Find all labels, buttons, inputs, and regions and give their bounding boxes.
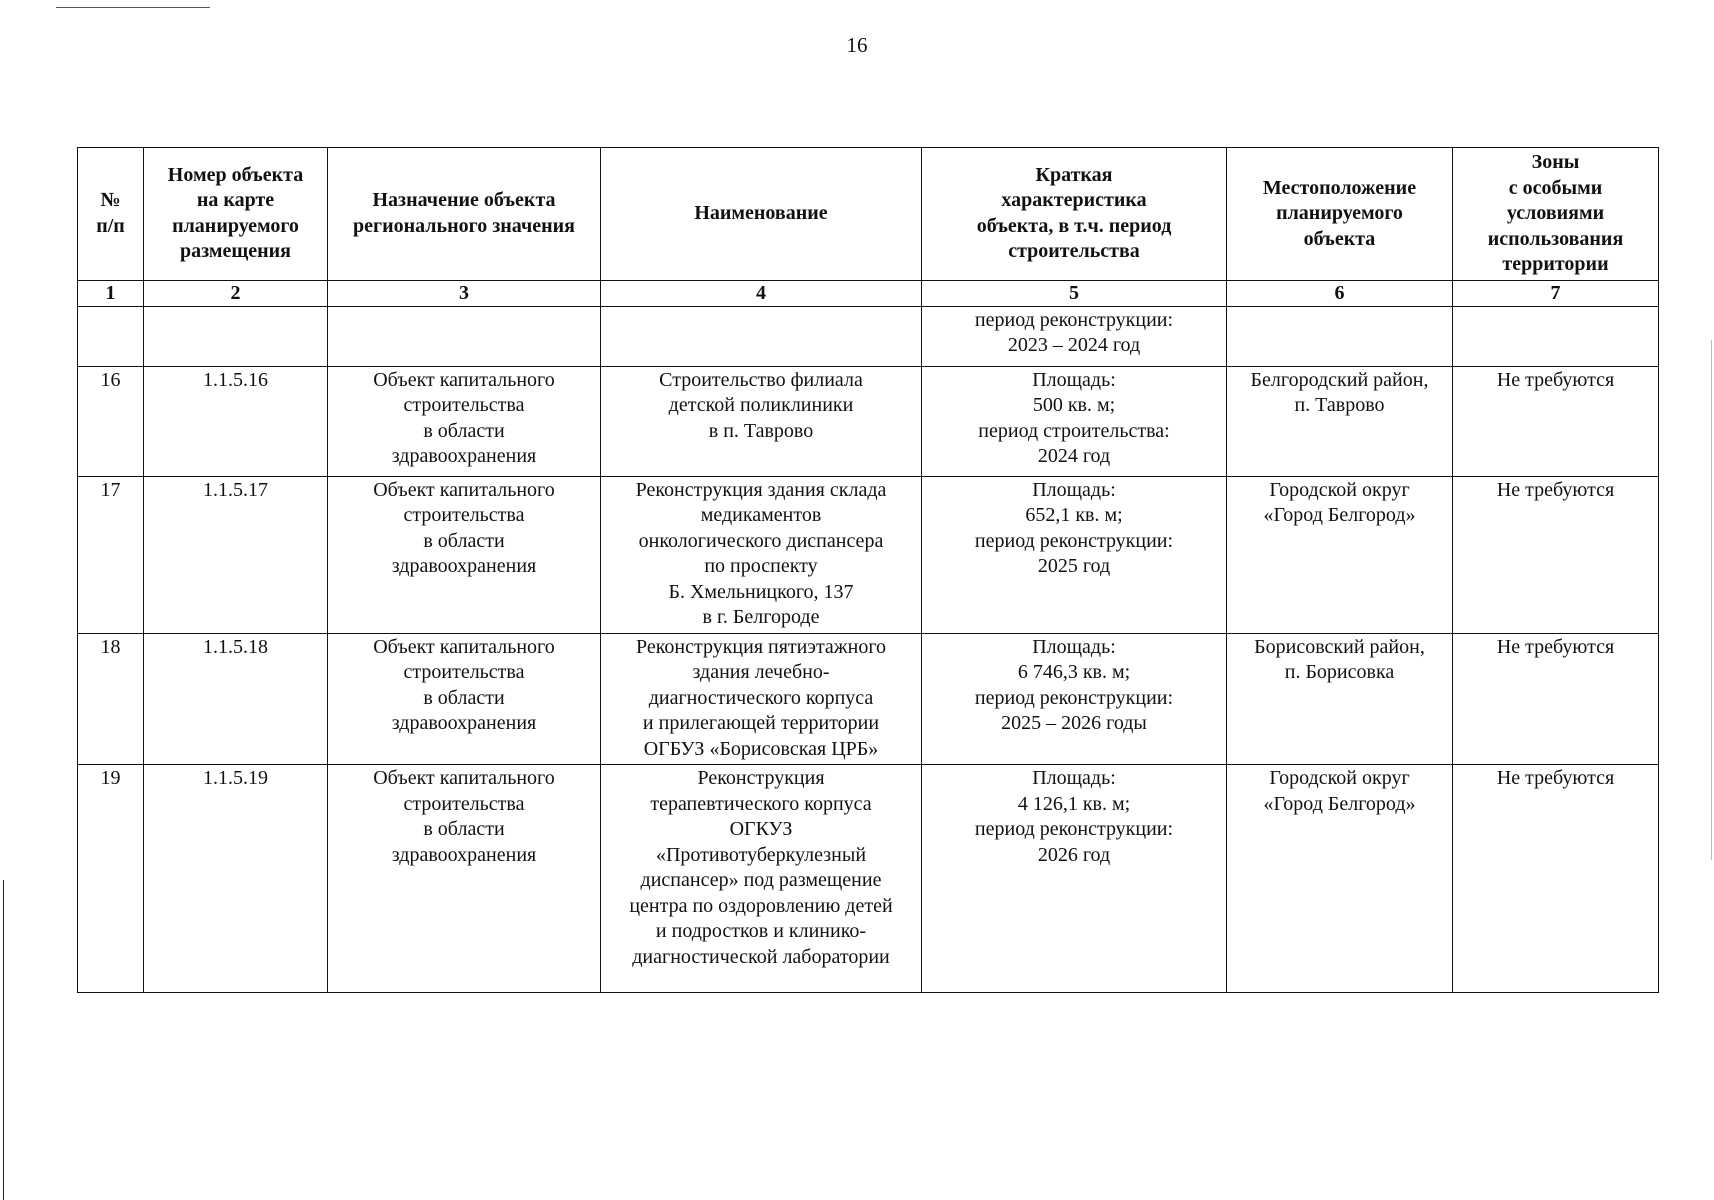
cell-purpose: Объект капитального строительства в области здравоохранения bbox=[328, 476, 601, 633]
cell-name: Реконструкция пятиэтажного здания лечебно- диагностического корпуса и прилегающей территории ОГБУЗ «Борисовская ЦРБ» bbox=[601, 633, 922, 765]
scan-edge-line-left bbox=[3, 880, 4, 1200]
cell-zones: Не требуются bbox=[1453, 765, 1659, 993]
cell-location: Городской округ «Город Белгород» bbox=[1227, 765, 1453, 993]
header-purpose: Назначение объекта регионального значения bbox=[328, 148, 601, 281]
column-number-row bbox=[78, 280, 1659, 306]
cell-zones: Не требуются bbox=[1453, 476, 1659, 633]
cell-number bbox=[78, 306, 144, 366]
cell-name: Реконструкция здания склада медикаментов онкологического диспансера по проспекту Б. Хмельницкого, 137 в г. Белгороде bbox=[601, 476, 922, 633]
cell-zones: Не требуются bbox=[1453, 633, 1659, 765]
header-number: № п/п bbox=[78, 148, 144, 281]
cell-number: 16 bbox=[78, 366, 144, 476]
cell-location: Городской округ «Город Белгород» bbox=[1227, 476, 1453, 633]
cell-location: Борисовский район, п. Борисовка bbox=[1227, 633, 1453, 765]
table-row bbox=[78, 366, 1659, 476]
table-row bbox=[78, 476, 1659, 633]
cell-characteristics: Площадь: 500 кв. м; период строительства: 2024 год bbox=[922, 366, 1227, 476]
cell-map-id: 1.1.5.16 bbox=[144, 366, 328, 476]
table-row bbox=[78, 633, 1659, 765]
column-number: 1 bbox=[78, 280, 144, 306]
header-location: Местоположение планируемого объекта bbox=[1227, 148, 1453, 281]
table-row bbox=[78, 765, 1659, 993]
cell-map-id: 1.1.5.19 bbox=[144, 765, 328, 993]
cell-name: Строительство филиала детской поликлиники в п. Таврово bbox=[601, 366, 922, 476]
cell-zones bbox=[1453, 306, 1659, 366]
cell-characteristics: Площадь: 4 126,1 кв. м; период реконструкции: 2026 год bbox=[922, 765, 1227, 993]
header-characteristics: Краткая характеристика объекта, в т.ч. период строительства bbox=[922, 148, 1227, 281]
header-map-id: Номер объекта на карте планируемого размещения bbox=[144, 148, 328, 281]
column-number: 5 bbox=[922, 280, 1227, 306]
column-number: 4 bbox=[601, 280, 922, 306]
table-row-continuation bbox=[78, 306, 1659, 366]
objects-table bbox=[77, 147, 1659, 993]
table-header-row bbox=[78, 148, 1659, 281]
cell-name bbox=[601, 306, 922, 366]
cell-map-id bbox=[144, 306, 328, 366]
cell-purpose: Объект капитального строительства в области здравоохранения bbox=[328, 633, 601, 765]
scan-edge-line-right bbox=[1711, 340, 1712, 860]
cell-purpose: Объект капитального строительства в области здравоохранения bbox=[328, 765, 601, 993]
cell-map-id: 1.1.5.18 bbox=[144, 633, 328, 765]
cell-location bbox=[1227, 306, 1453, 366]
cell-purpose bbox=[328, 306, 601, 366]
header-zones: Зоны с особыми условиями использования территории bbox=[1453, 148, 1659, 281]
column-number: 3 bbox=[328, 280, 601, 306]
cell-purpose: Объект капитального строительства в области здравоохранения bbox=[328, 366, 601, 476]
cell-characteristics: Площадь: 6 746,3 кв. м; период реконструкции: 2025 – 2026 годы bbox=[922, 633, 1227, 765]
cell-characteristics: Площадь: 652,1 кв. м; период реконструкции: 2025 год bbox=[922, 476, 1227, 633]
header-name: Наименование bbox=[601, 148, 922, 281]
cell-number: 19 bbox=[78, 765, 144, 993]
cell-location: Белгородский район, п. Таврово bbox=[1227, 366, 1453, 476]
column-number: 6 bbox=[1227, 280, 1453, 306]
top-rule bbox=[56, 7, 210, 8]
page-number: 16 bbox=[846, 33, 868, 57]
cell-zones: Не требуются bbox=[1453, 366, 1659, 476]
cell-number: 17 bbox=[78, 476, 144, 633]
cell-map-id: 1.1.5.17 bbox=[144, 476, 328, 633]
cell-name: Реконструкция терапевтического корпуса ОГКУЗ «Противотуберкулезный диспансер» под размещение центра по оздоровлению детей и подростков и клинико- диагностической лаборатории bbox=[601, 765, 922, 993]
column-number: 7 bbox=[1453, 280, 1659, 306]
cell-characteristics: период реконструкции: 2023 – 2024 год bbox=[922, 306, 1227, 366]
column-number: 2 bbox=[144, 280, 328, 306]
cell-number: 18 bbox=[78, 633, 144, 765]
